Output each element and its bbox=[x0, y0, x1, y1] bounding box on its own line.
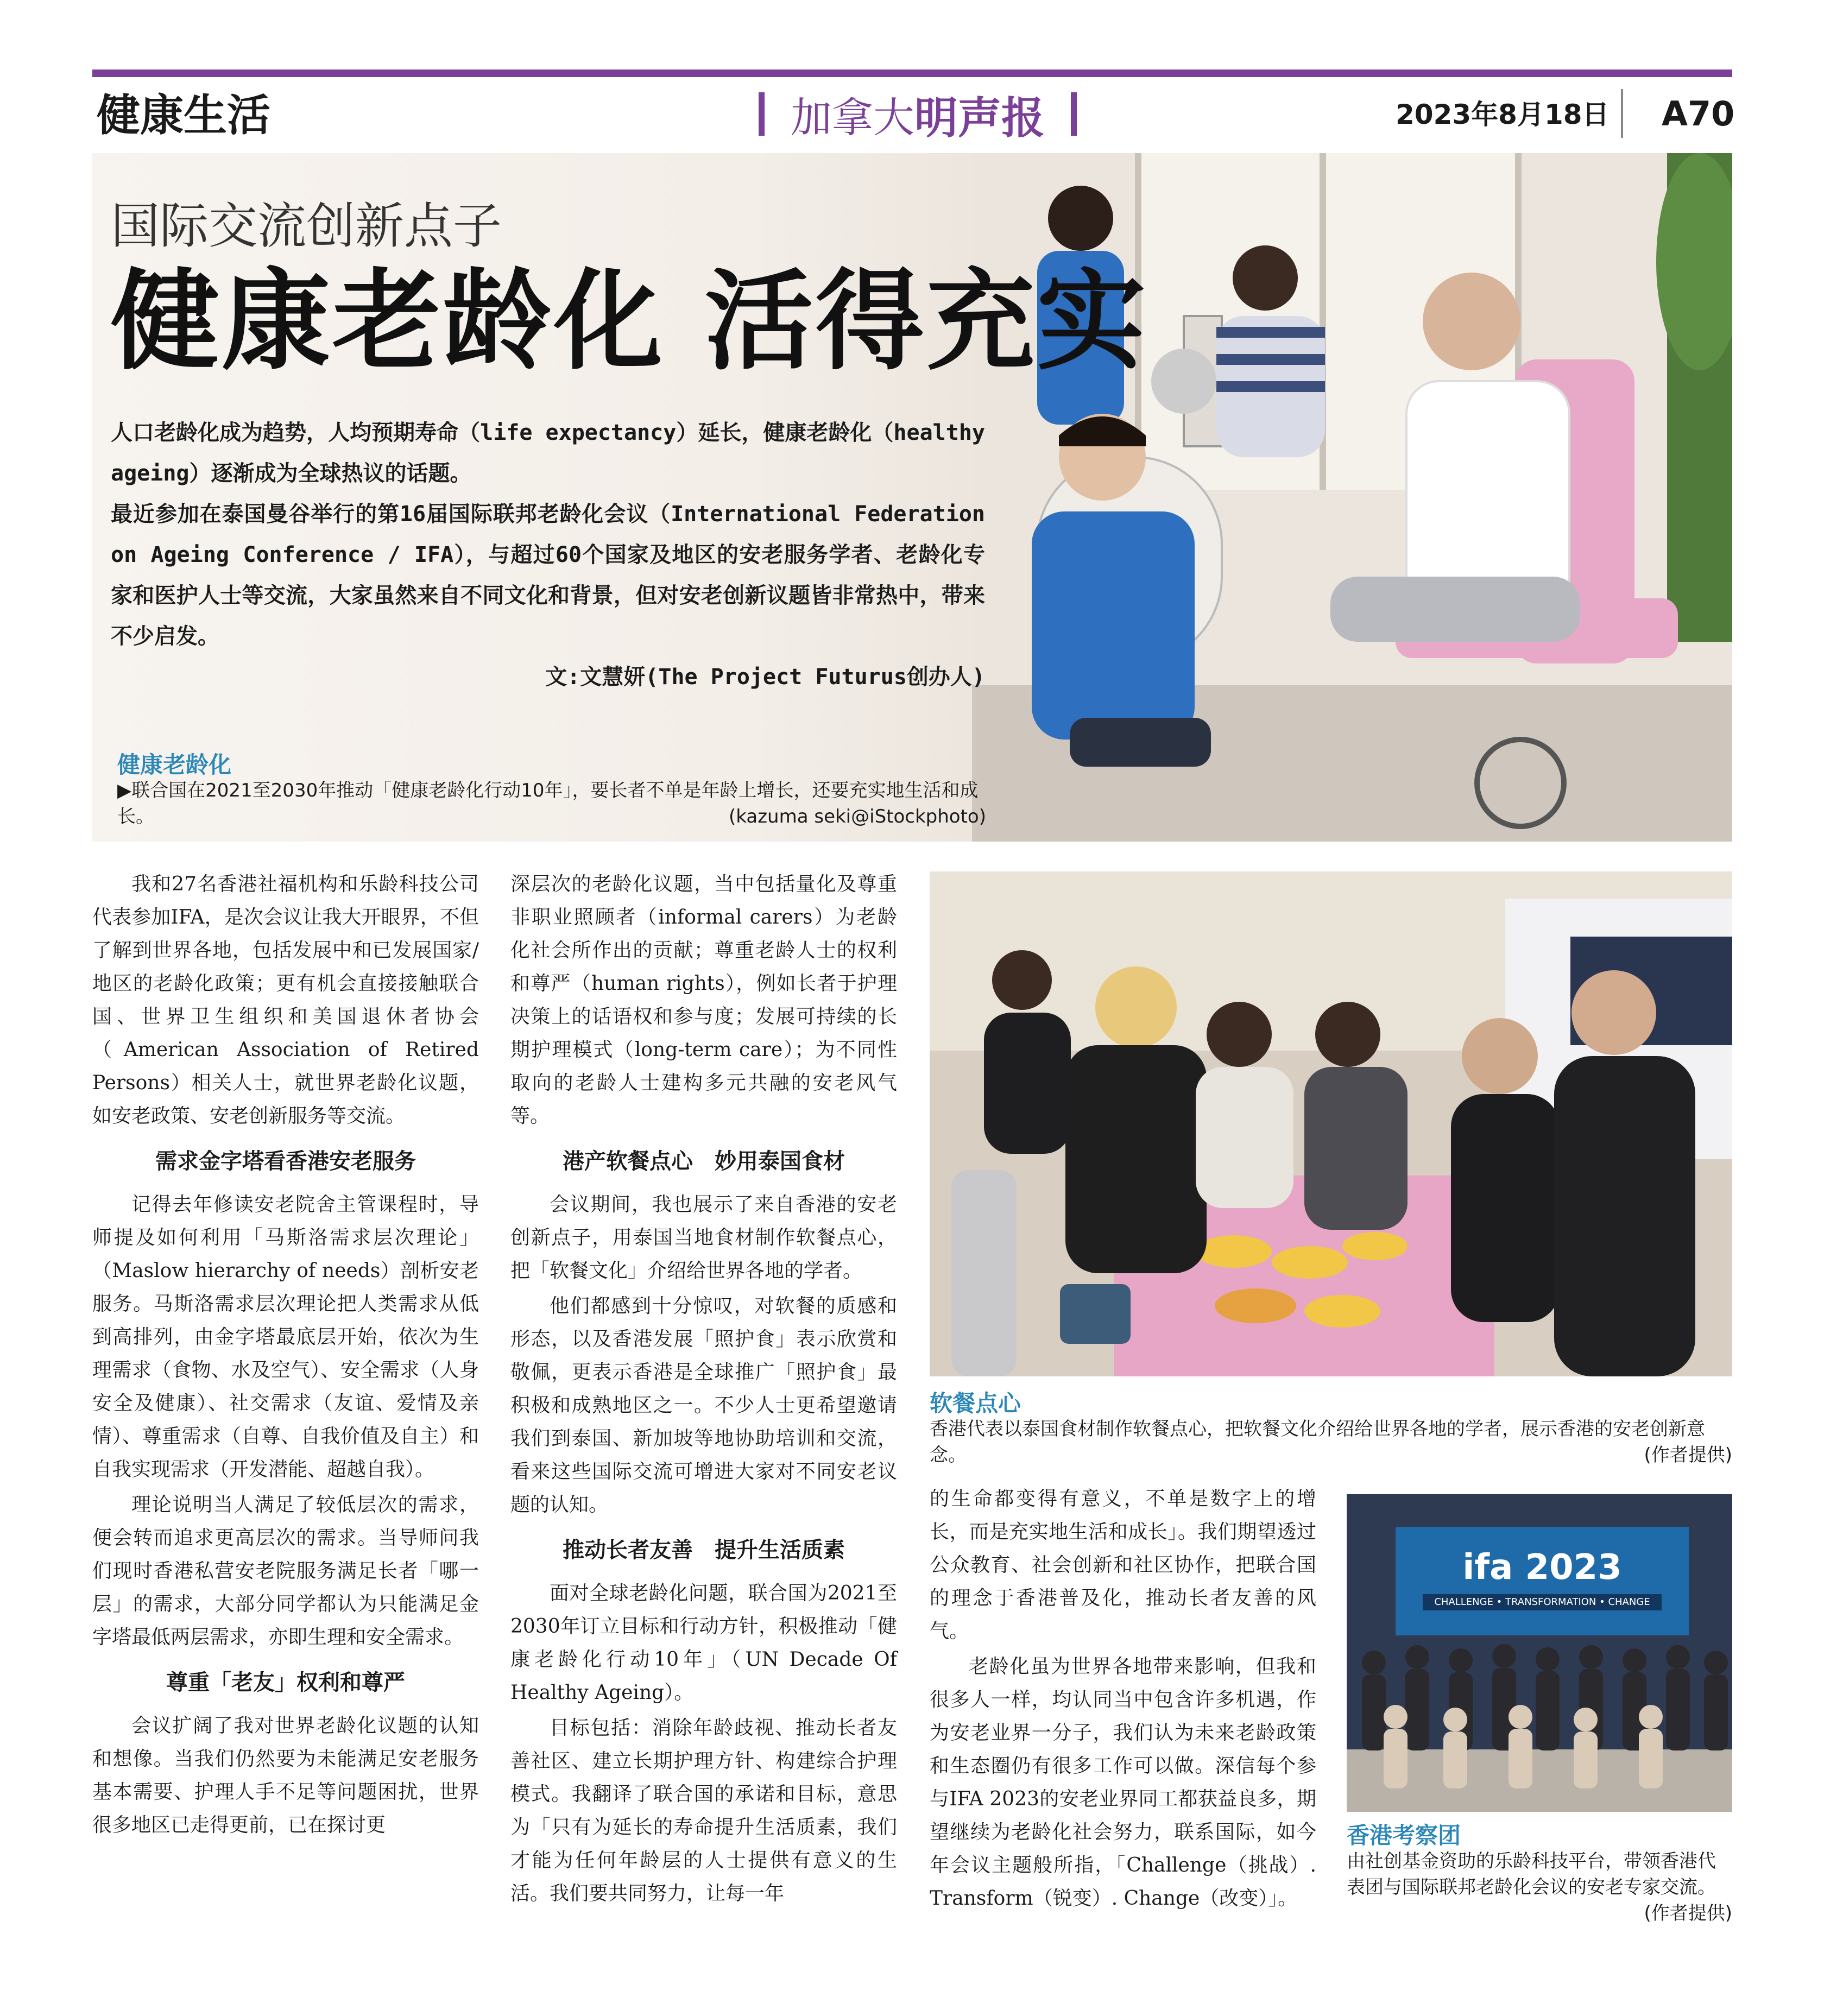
date-divider bbox=[1621, 89, 1623, 138]
subhead-rights: 尊重「老友」权利和尊严 bbox=[166, 1670, 405, 1695]
col1-paragraph-2: 记得去年修读安老院舍主管课程时，导师提及如何利用「马斯洛需求层次理论」（Maslow hierarchy of needs）剖析安老服务。马斯洛需求层次理论把人类需求从低到高排列，由金字塔最底层开始，依次为生理需求（食物、水及空气）、安全需求（人身安全及健康）、社交需求（友谊、爱情及亲情）、尊重需求（自尊、自我价值及自主）和自我实现需求（开发潜能、超越自我）。 bbox=[92, 1193, 479, 1481]
main-photo-caption-title: 健康老龄化 bbox=[117, 751, 232, 778]
banner-year: 2023 bbox=[1525, 1547, 1622, 1588]
hero-panel bbox=[92, 153, 1732, 842]
issue-date: 2023年8月18日 bbox=[1396, 99, 1610, 130]
group-people bbox=[1347, 1625, 1732, 1812]
soft-food-caption bbox=[930, 1416, 1732, 1468]
soft-food-credit: (作者提供) bbox=[1644, 1444, 1732, 1466]
top-rule bbox=[92, 69, 1732, 77]
banner-ifa: ifa bbox=[1462, 1547, 1513, 1588]
section-title: 健康生活 bbox=[97, 90, 270, 141]
col1-paragraph-4: 会议扩阔了我对世界老龄化议题的认知和想像。当我们仍然要为未能满足安老服务基本需要、护理人手不足等问题困扰，世界很多地区已走得更前，已在探讨更 bbox=[92, 1715, 479, 1836]
paper-name-light: 加拿大 bbox=[791, 93, 914, 142]
col2-paragraph-3: 他们都感到十分惊叹，对软餐的质感和形态，以及香港发展「照护食」表示欣赏和敬佩，更表示香港是全球推广「照护食」最积极和成熟地区之一。不少人士更希望邀请我们到泰国、新加坡等地协助培训和交流，看来这些国际交流可增进大家对不同安老议题的认知。 bbox=[510, 1295, 897, 1516]
col2-paragraph-4: 面对全球老龄化问题，联合国为2021至2030年订立目标和行动方针，积极推动「健康老龄化行动10年」（UN Decade Of Healthy Ageing）。 bbox=[510, 1582, 897, 1704]
lead-block bbox=[111, 413, 985, 698]
lead-byline: 文:文慧妍(The Project Futurus创办人) bbox=[545, 665, 985, 690]
col2-paragraph-5: 目标包括：消除年龄歧视、推动长者友善社区、建立长期护理方针、构建综合护理模式。我翻译了联合国的承诺和目标，意思为「只有为延长的寿命提升生活质素，我们才能为任何年龄层的人士提供有意义的生活。我们要共同努力，让每一年 bbox=[510, 1717, 897, 1905]
main-photo-caption-text: ▶联合国在2021至2030年推动「健康老龄化行动10年」，要长者不单是年龄上增长，还要充实地生活和成长。 bbox=[117, 780, 979, 827]
subhead-maslow: 需求金字塔看香港安老服务 bbox=[155, 1149, 416, 1174]
soft-food-photo bbox=[930, 871, 1732, 1376]
lead-paragraph-1: 人口老龄化成为趋势，人均预期寿命（life expectancy）延长，健康老龄化（healthy ageing）逐渐成为全球热议的话题。 bbox=[111, 420, 985, 486]
article-column-3 bbox=[930, 1482, 1316, 1917]
banner-title bbox=[1396, 1549, 1689, 1587]
col1-paragraph-1: 我和27名香港社福机构和乐龄科技公司代表参加IFA，是次会议让我大开眼界，不但了解到世界各地，包括发展中和已发展国家/地区的老龄化政策；更有机会直接接触联合国、世界卫生组织和美国退休者协会（American Association of Retired Persons）相关人士，就世界老龄化议题，如安老政策、安老创新服务等交流。 bbox=[92, 873, 479, 1127]
delegation-caption-title: 香港考察团 bbox=[1347, 1822, 1461, 1849]
conference-banner bbox=[1396, 1527, 1689, 1635]
soft-food-caption-title: 软餐点心 bbox=[930, 1390, 1021, 1417]
col3-paragraph-1: 的生命都变得有意义，不单是数字上的增长，而是充实地生活和成长」。我们期望透过公众教育、社会创新和社区协作，把联合国的理念于香港普及化，推动长者友善的风气。 bbox=[930, 1488, 1316, 1642]
subhead-age-friendly: 推动长者友善 提升生活质素 bbox=[563, 1538, 845, 1563]
col3-paragraph-2: 老龄化虽为世界各地带来影响，但我和很多人一样，均认同当中包含许多机遇，作为安老业界一分子，我们认为未来老龄政策和生态圈仍有很多工作可以做。深信每个参与IFA 2023的安老业界同工都获益良多，期望继续为老龄化社会努力，联系国际，如今年会议主题般所指，「Challenge（挑战）. Transform（锐变）. Change（改变）」。 bbox=[930, 1655, 1316, 1910]
main-photo-caption bbox=[117, 778, 986, 830]
subhead-dim-sum: 港产软餐点心 妙用泰国食材 bbox=[563, 1149, 845, 1174]
paper-divider-left bbox=[759, 92, 765, 136]
headline-title: 健康老龄化 活得充实 bbox=[111, 257, 1148, 385]
banner-theme: CHALLENGE • TRANSFORMATION • CHANGE bbox=[1423, 1594, 1662, 1610]
delegation-caption-text: 由社创基金资助的乐龄科技平台，带领香港代表团与国际联邦老龄化会议的安老专家交流。 bbox=[1347, 1850, 1716, 1898]
page-number: A70 bbox=[1662, 94, 1735, 134]
soft-food-caption-text: 香港代表以泰国食材制作软餐点心，把软餐文化介绍给世界各地的学者，展示香港的安老创新意念。 bbox=[930, 1418, 1705, 1466]
paper-name bbox=[744, 87, 1091, 141]
delegation-credit: (作者提供) bbox=[1644, 1903, 1732, 1924]
delegation-caption bbox=[1347, 1848, 1732, 1926]
col1-paragraph-3: 理论说明当人满足了较低层次的需求，便会转而追求更高层次的需求。当导师问我们现时香港私营安老院服务满足长者「哪一层」的需求，大部分同学都认为只能满足金字塔最低两层需求，亦即生理和安全需求。 bbox=[92, 1494, 479, 1648]
article-column-1 bbox=[92, 868, 479, 1844]
lead-paragraph-2: 最近参加在泰国曼谷举行的第16届国际联邦老龄化会议（International Federation on Ageing Conference / IFA），与超过60个国家及地区的安老服务学者、老龄化专家和医护人士等交流，大家虽然来自不同文化和背景，但对安老创新议题皆非常热中，带来不少启发。 bbox=[111, 502, 985, 649]
headline-kicker: 国际交流创新点子 bbox=[111, 198, 502, 255]
col2-paragraph-1: 深层次的老龄化议题，当中包括量化及尊重非职业照顾者（informal carers）为老龄化社会所作出的贡献；尊重老龄人士的权利和尊严（human rights），例如长者于护理决策上的话语权和参与度；发展可持续的长期护理模式（long-term care）；为不同性取向的老龄人士建构多元共融的安老风气等。 bbox=[510, 873, 897, 1127]
delegation-photo bbox=[1347, 1494, 1732, 1812]
paper-divider-right bbox=[1071, 92, 1077, 136]
main-photo-credit: (kazuma seki@iStockphoto) bbox=[729, 806, 986, 827]
col2-paragraph-2: 会议期间，我也展示了来自香港的安老创新点子，用泰国当地食材制作软餐点心，把「软餐文化」介绍给世界各地的学者。 bbox=[510, 1193, 897, 1282]
article-column-2 bbox=[510, 868, 897, 1912]
paper-name-bold: 明声报 bbox=[914, 92, 1045, 143]
